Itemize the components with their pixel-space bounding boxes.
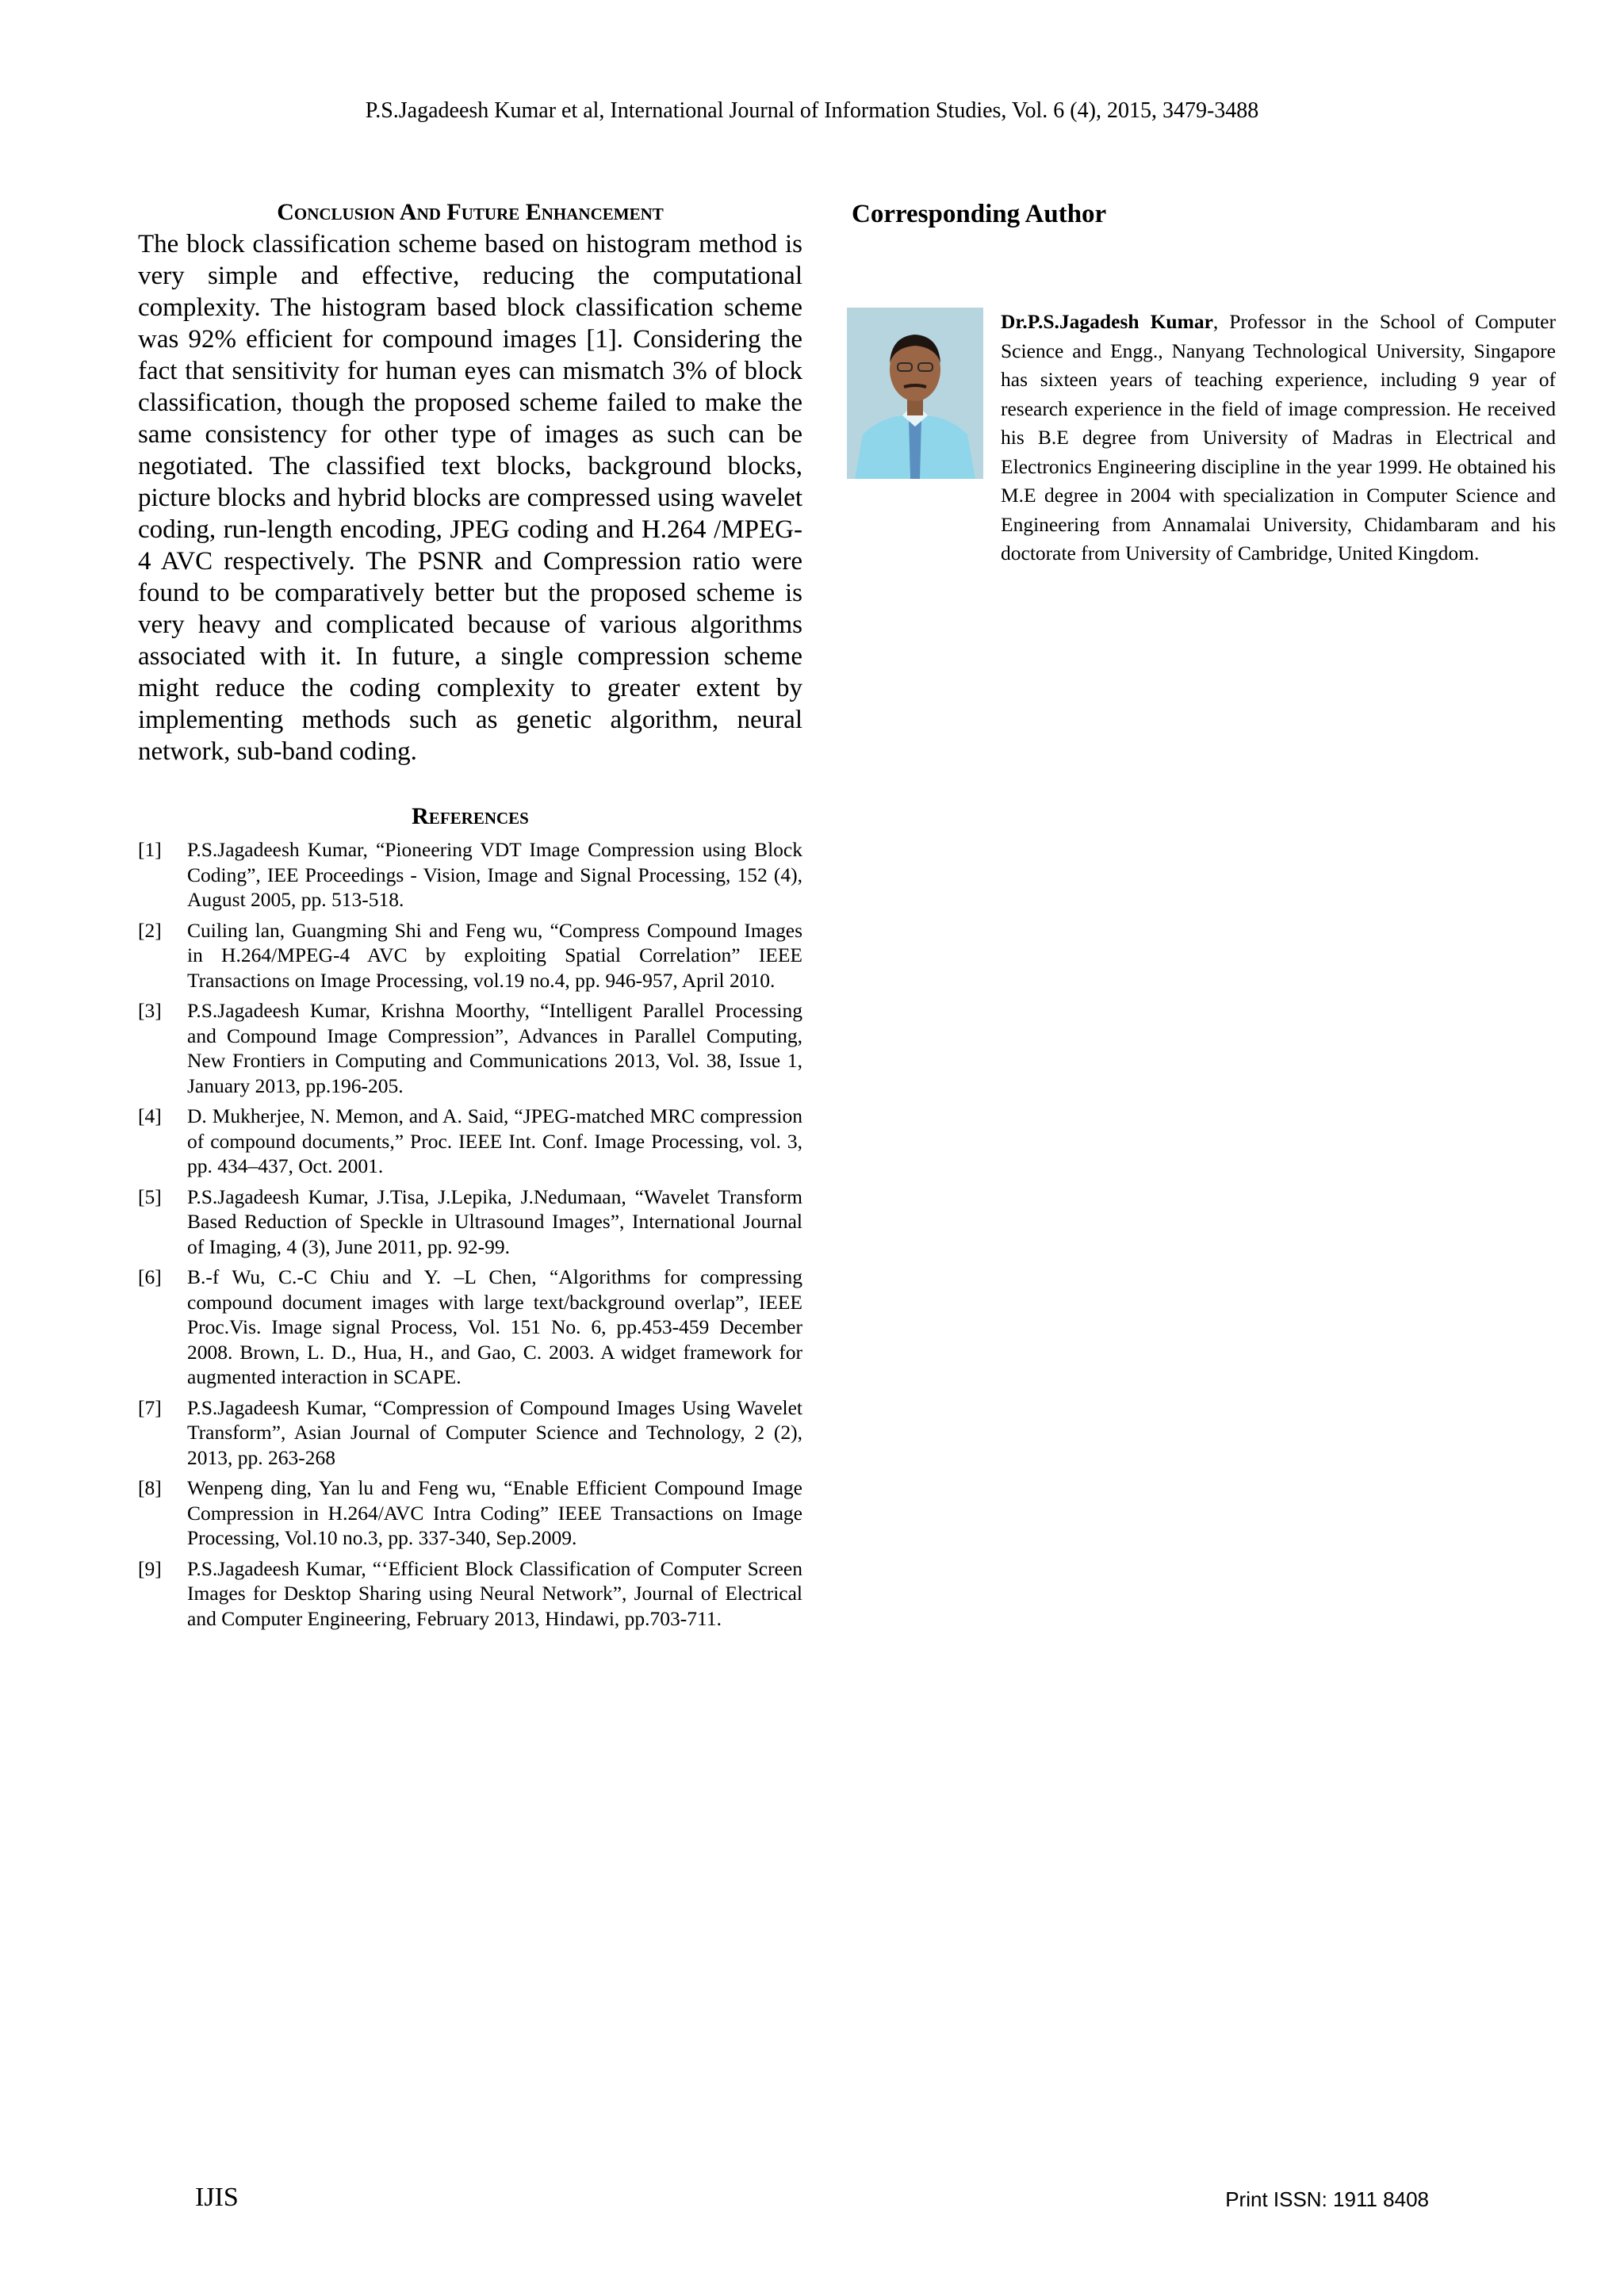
reference-number: [9] (138, 1556, 162, 1580)
reference-text: Cuiling lan, Guangming Shi and Feng wu, “Compress Compound Images in H.264/MPEG-4 AVC by exploiting Spatial Correlation” IEEE Transactions on Image Processing, vol.19 no.4, pp. 946-957, April 2010. (187, 918, 802, 992)
reference-number: [2] (138, 918, 162, 942)
footer-issn: Print ISSN: 1911 8408 (1225, 2187, 1429, 2211)
reference-number: [3] (138, 999, 162, 1022)
reference-number: [5] (138, 1184, 162, 1208)
reference-text: P.S.Jagadeesh Kumar, Krishna Moorthy, “Intelligent Parallel Processing and Compound Image Compression”, Advances in Parallel Computing, New Frontiers in Computing and Communications 2013, Vol. 38, Issue 1, January 2013, pp.196-205. (187, 999, 802, 1097)
reference-number: [6] (138, 1265, 162, 1288)
footer-journal-abbr: IJIS (195, 2183, 239, 2212)
conclusion-heading: Conclusion And Future Enhancement (277, 199, 664, 225)
reference-item (138, 1184, 802, 1260)
reference-item (138, 1265, 802, 1390)
reference-number: [7] (138, 1395, 162, 1419)
reference-item (138, 1395, 802, 1471)
reference-text: P.S.Jagadeesh Kumar, “Compression of Compound Images Using Wavelet Transform”, Asian Journal of Computer Science and Technology, 2 (2), 2013, pp. 263-268 (187, 1395, 802, 1469)
reference-number: [4] (138, 1104, 162, 1127)
running-header: P.S.Jagadeesh Kumar et al, International Journal of Information Studies, Vol. 6 (4), 2015, 3479-3488 (365, 98, 1259, 123)
reference-text: P.S.Jagadeesh Kumar, J.Tisa, J.Lepika, J.Nedumaan, “Wavelet Transform Based Reduction of Speckle in Ultrasound Images”, International Journal of Imaging, 4 (3), June 2011, pp. 92-99. (187, 1184, 802, 1258)
corresponding-author-heading: Corresponding Author (852, 200, 1107, 228)
references-heading: References (412, 803, 529, 829)
author-photo (847, 308, 983, 479)
reference-text: P.S.Jagadeesh Kumar, “Pioneering VDT Image Compression using Block Coding”, IEE Proceedings - Vision, Image and Signal Processing, 152 (4), August 2005, pp. 513-518. (187, 838, 802, 911)
reference-text: Wenpeng ding, Yan lu and Feng wu, “Enable Efficient Compound Image Compression in H.264/AVC Intra Coding” IEEE Transactions on Image Processing, Vol.10 no.3, pp. 337-340, Sep.2009. (187, 1476, 802, 1549)
reference-text: D. Mukherjee, N. Memon, and A. Said, “JPEG-matched MRC compression of compound documents,” Proc. IEEE Int. Conf. Image Processing, vol. 3, pp. 434–437, Oct. 2001. (187, 1104, 802, 1177)
reference-text: B.-f Wu, C.-C Chiu and Y. –L Chen, “Algorithms for compressing compound document images with large text/background overlap”, IEEE Proc.Vis. Image signal Process, Vol. 151 No. 6, pp.453-459 December 2008. Brown, L. D., Hua, H., and Gao, C. 2003. A widget framework for augmented interaction in SCAPE. (187, 1265, 802, 1388)
reference-item (138, 998, 802, 1098)
reference-number: [8] (138, 1476, 162, 1499)
reference-text: P.S.Jagadeesh Kumar, “‘Efficient Block Classification of Computer Screen Images for Desktop Sharing using Neural Network”, Journal of Electrical and Computer Engineering, February 2013, Hindawi, pp.703-711. (187, 1556, 802, 1630)
left-column (138, 197, 802, 1636)
reference-item (138, 1104, 802, 1179)
author-name: Dr.P.S.Jagadesh Kumar (1001, 310, 1213, 333)
reference-number: [1] (138, 838, 162, 861)
author-portrait-graphic (847, 308, 983, 479)
reference-item (138, 918, 802, 993)
author-bio-text: , Professor in the School of Computer Science and Engg., Nanyang Technological University, Singapore has sixteen years of teaching experience, including 9 year of research experience in the field of image compression. He received his B.E degree from University of Madras in Electrical and Electronics Engineering discipline in the year 1999. He obtained his M.E degree in 2004 with specialization in Computer Science and Engineering from Annamalai University, Chidambaram and his doctorate from University of Cambridge, United Kingdom. (1001, 310, 1556, 564)
reference-item (138, 1556, 802, 1632)
reference-item (138, 837, 802, 913)
conclusion-body: The block classification scheme based on histogram method is very simple and effective, reducing the computational complexity. The histogram based block classification scheme was 92% efficient for compound images [1]. Considering the fact that sensitivity for human eyes can mismatch 3% of block classification, though the proposed scheme failed to make the same consistency for other type of images as such can be negotiated. The classified text blocks, background blocks, picture blocks and hybrid blocks are compressed using wavelet coding, run-length encoding, JPEG coding and H.264 /MPEG-4 AVC respectively. The PSNR and Compression ratio were found to be comparatively better but the proposed scheme is very heavy and complicated because of various algorithms associated with it. In future, a single compression scheme might reduce the coding complexity to greater extent by implementing methods such as genetic algorithm, neural network, sub-band coding. (138, 230, 802, 766)
right-column (844, 197, 1556, 585)
author-block (844, 252, 1556, 585)
author-bio (1001, 308, 1556, 568)
reference-item (138, 1475, 802, 1551)
reference-list (138, 837, 802, 1631)
